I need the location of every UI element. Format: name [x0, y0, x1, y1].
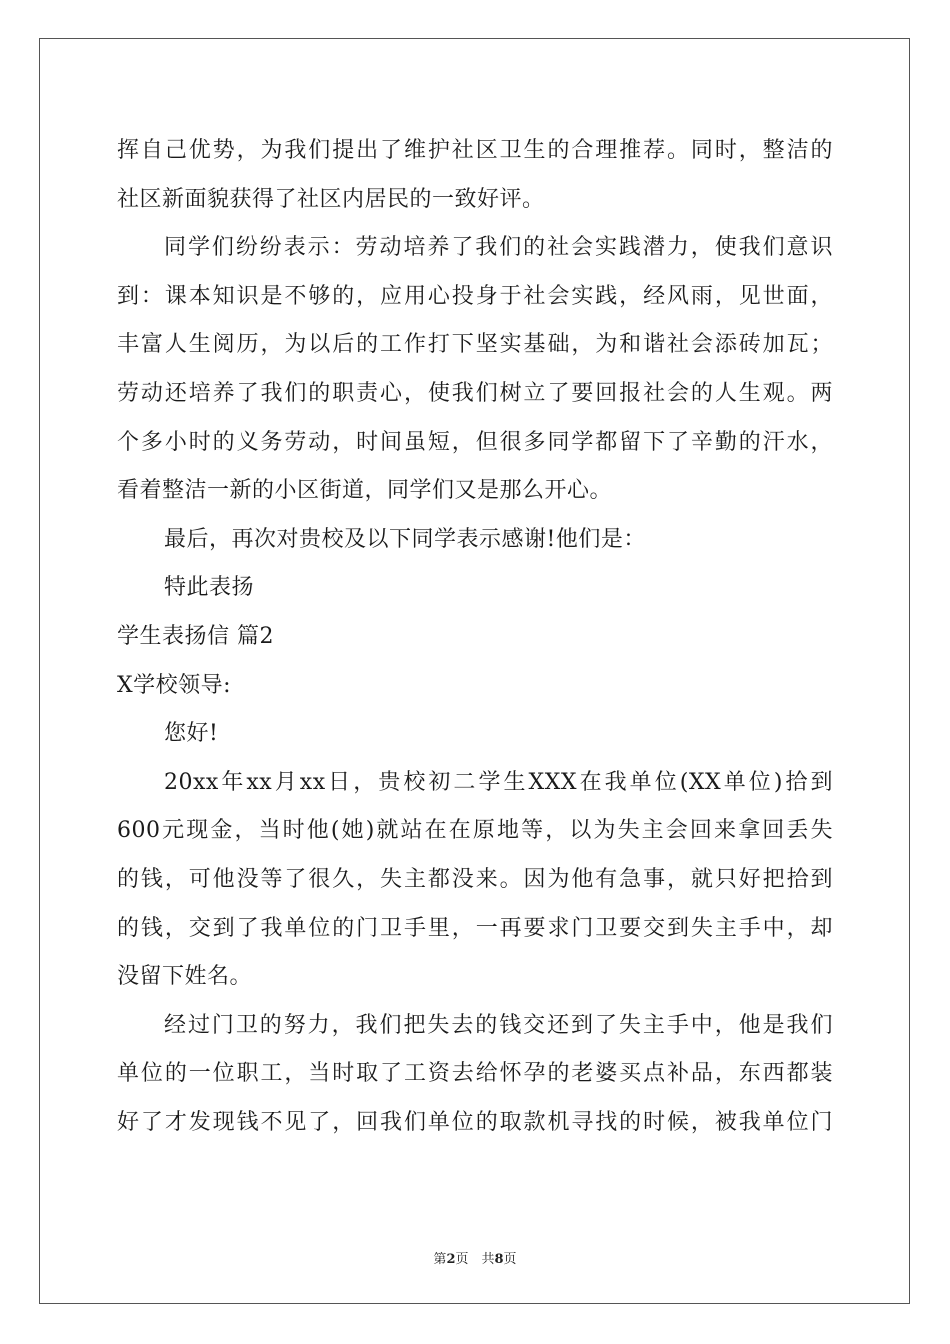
- paragraph: [117, 516, 833, 565]
- text-line: 没留下姓名。: [117, 964, 253, 990]
- paragraph: [117, 710, 833, 759]
- page-footer: [0, 1248, 950, 1267]
- footer-current-page: 2: [446, 1252, 456, 1267]
- text-line: 的钱，可他没等了很久，失主都没来。因为他有急事，就只好把拾到: [117, 866, 833, 892]
- text-line: 看着整洁一新的小区街道，同学们又是那么开心。: [117, 478, 613, 504]
- text-line: 到：课本知识是不够的，应用心投身于社会实践，经风雨，见世面，: [117, 283, 833, 309]
- text-line: 劳动还培养了我们的职责心，使我们树立了要回报社会的人生观。两: [117, 380, 833, 406]
- paragraph: [117, 662, 833, 711]
- text-line: X学校领导:: [117, 672, 232, 698]
- text-line: 您好!: [164, 721, 219, 747]
- text-line: 个多小时的义务劳动，时间虽短，但很多同学都留下了辛勤的汗水，: [117, 429, 833, 455]
- document-body: [117, 127, 833, 1147]
- text-line: 经过门卫的努力，我们把失去的钱交还到了失主手中，他是我们: [164, 1012, 833, 1038]
- paragraph: [117, 564, 833, 613]
- text-line: 好了才发现钱不见了，回我们单位的取款机寻找的时候，被我单位门: [117, 1109, 833, 1135]
- footer-middle: 页 共: [455, 1252, 495, 1267]
- text-line: 学生表扬信 篇2: [117, 623, 274, 649]
- paragraph: [117, 759, 833, 1002]
- text-line: 最后，再次对贵校及以下同学表示感谢!他们是：: [164, 526, 646, 552]
- paragraph: [117, 1002, 833, 1148]
- text-line: 社区新面貌获得了社区内居民的一致好评。: [117, 186, 545, 212]
- text-line: 同学们纷纷表示：劳动培养了我们的社会实践潜力，使我们意识: [164, 235, 833, 261]
- paragraph: [117, 224, 833, 516]
- text-line: 20xx年xx月xx日，贵校初二学生XXX在我单位(XX单位)拾到: [164, 769, 833, 795]
- text-line: 单位的一位职工，当时取了工资去给怀孕的老婆买点补品，东西都装: [117, 1061, 833, 1087]
- paragraph: [117, 613, 833, 662]
- footer-prefix: 第: [433, 1252, 447, 1267]
- text-line: 挥自己优势，为我们提出了维护社区卫生的合理推荐。同时，整洁的: [117, 138, 833, 163]
- text-line: 600元现金，当时他(她)就站在在原地等，以为失主会回来拿回丢失: [117, 818, 833, 844]
- text-line: 丰富人生阅历，为以后的工作打下坚实基础，为和谐社会添砖加瓦；: [117, 332, 833, 358]
- text-line: 特此表扬: [164, 575, 255, 601]
- paragraph: [117, 127, 833, 224]
- footer-total-pages: 8: [494, 1252, 504, 1267]
- text-line: 的钱，交到了我单位的门卫手里，一再要求门卫要交到失主手中，却: [117, 915, 833, 941]
- footer-suffix: 页: [503, 1252, 517, 1267]
